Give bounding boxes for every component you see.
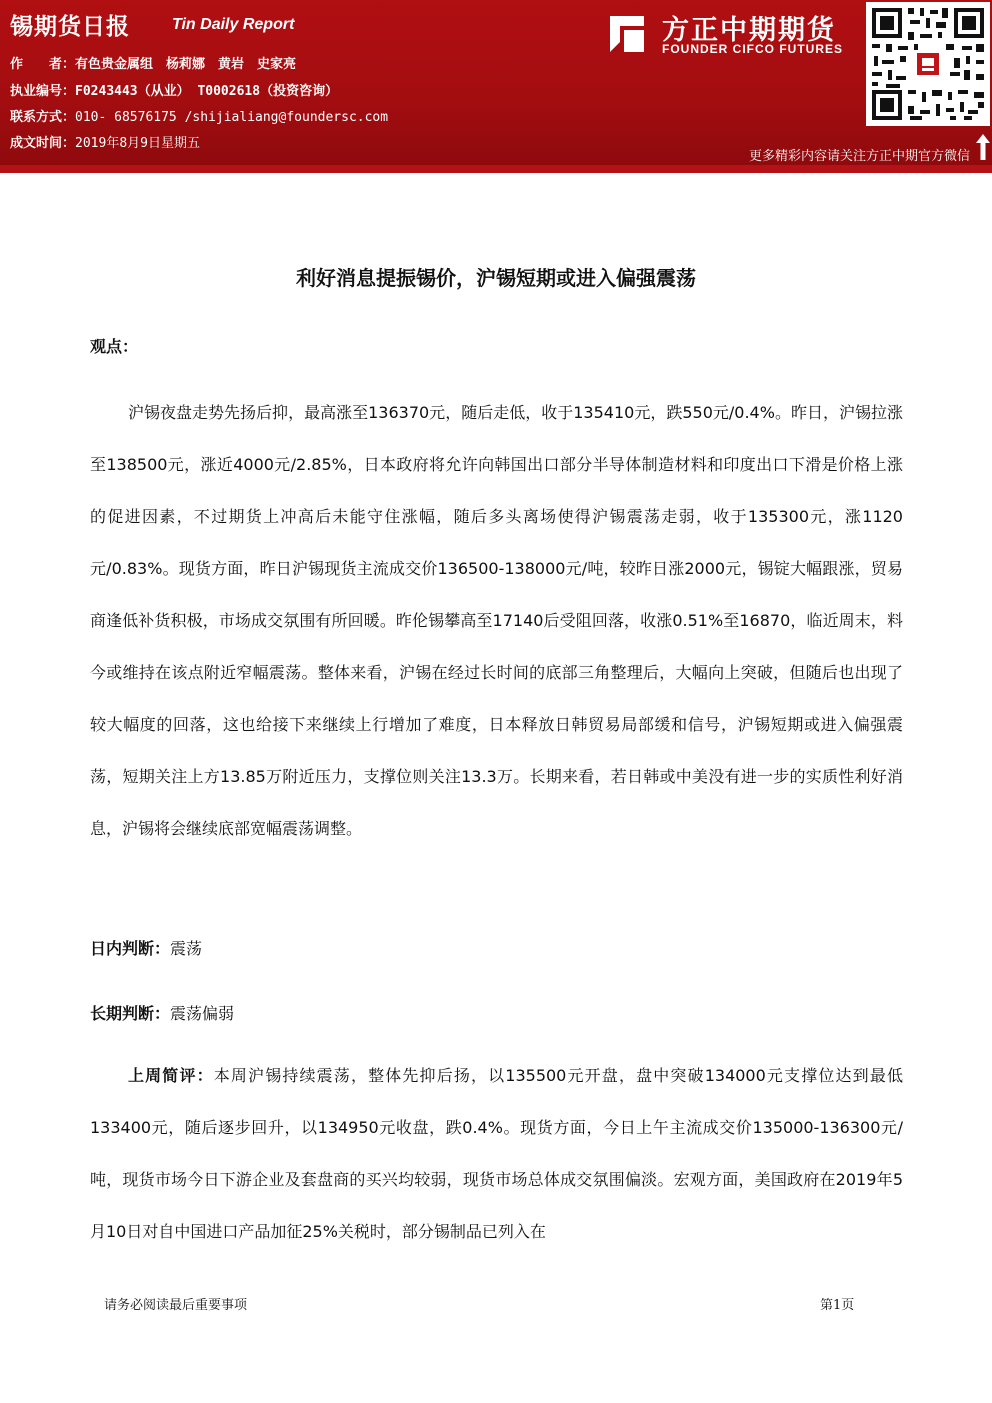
viewpoint-label: 观点：: [90, 337, 139, 356]
license-label: 执业编号：: [10, 84, 76, 99]
report-title: 锡期货日报: [10, 14, 130, 40]
qr-code-icon: [866, 2, 990, 126]
date-value: 2019年8月9日星期五: [75, 136, 200, 151]
company-logo: [604, 6, 854, 62]
founder-logo-icon: [604, 12, 650, 56]
viewpoint-paragraph: 沪锡夜盘走势先扬后抑，最高涨至136370元，随后走低，收于135410元，跌550元/0.4%。昨日，沪锡拉涨至138500元，涨近4000元/2.85%，日本政府将允许向韩国出口部分半导体制造材料和印度出口下滑是价格上涨的促进因素，不过期货上冲高后未能守住涨幅，随后多头离场使得沪锡震荡走弱，收于135300元，涨1120元/0.83%。现货方面，昨日沪锡现货主流成交价136500-138000元/吨，较昨日涨2000元，锡锭大幅跟涨，贸易商逢低补货积极，市场成交氛围有所回暖。昨伦锡攀高至17140后受阻回落，收涨0.51%至16870，临近周末，料今或维持在该点附近窄幅震荡。整体来看，沪锡在经过长时间的底部三角整理后，大幅向上突破，但随后也出现了较大幅度的回落，这也给接下来继续上行增加了难度，日本释放日韩贸易局部缓和信号，沪锡短期或进入偏强震荡，短期关注上方13.85万附近压力，支撑位则关注13.3万。长期来看，若日韩或中美没有进一步的实质性利好消息，沪锡将会继续底部宽幅震荡调整。: [90, 403, 903, 838]
longterm-value: 震荡偏弱: [170, 1004, 235, 1023]
authors-row: [10, 53, 296, 72]
longterm-label: 长期判断：: [90, 1004, 171, 1023]
header-divider: [0, 165, 992, 173]
contact-row: [10, 106, 388, 125]
contact-label: 联系方式：: [10, 110, 76, 125]
report-subtitle: Tin Daily Report: [172, 16, 295, 33]
follow-wechat-text: 更多精彩内容请关注方正中期官方微信: [748, 149, 970, 164]
report-header: [0, 0, 992, 165]
license-value: F0243443（从业） T0002618（投资咨询）: [75, 84, 339, 99]
weekly-review-paragraph: [90, 1050, 903, 1258]
longterm-judgment: [90, 1001, 234, 1024]
intraday-judgment: [90, 936, 202, 959]
weekly-text: 本周沪锡持续震荡，整体先抑后扬，以135500元开盘，盘中突破134000元支撑位达到最低133400元，随后逐步回升，以134950元收盘，跌0.4%。现货方面，今日上午主流成交价135000-136300元/吨，现货市场今日下游企业及套盘商的买兴均较弱，现货市场总体成交氛围偏淡。宏观方面，美国政府在2019年5月10日对自中国进口产品加征25%关税时，部分锡制品已列入在: [90, 1066, 903, 1241]
intraday-label: 日内判断：: [90, 939, 171, 958]
authors-label: 作 者：: [10, 57, 76, 72]
logo-chinese-name: 方正中期期货: [662, 15, 836, 46]
page-title: 利好消息提振锡价，沪锡短期或进入偏强震荡: [296, 266, 696, 290]
date-label: 成文时间：: [10, 136, 76, 151]
footer-disclaimer: 请务必阅读最后重要事项: [104, 1298, 248, 1313]
date-row: [10, 132, 200, 151]
logo-english-name: FOUNDER CIFCO FUTURES: [662, 42, 843, 56]
authors-value: 有色贵金属组 杨莉娜 黄岩 史家亮: [75, 57, 297, 72]
contact-value: 010- 68576175 /shijialiang@foundersc.com: [75, 110, 389, 125]
weekly-label: 上周简评：: [128, 1066, 214, 1085]
intraday-value: 震荡: [170, 939, 203, 958]
arrow-up-icon: [976, 134, 990, 160]
page-number: 第1页: [820, 1298, 855, 1313]
license-row: [10, 80, 338, 99]
